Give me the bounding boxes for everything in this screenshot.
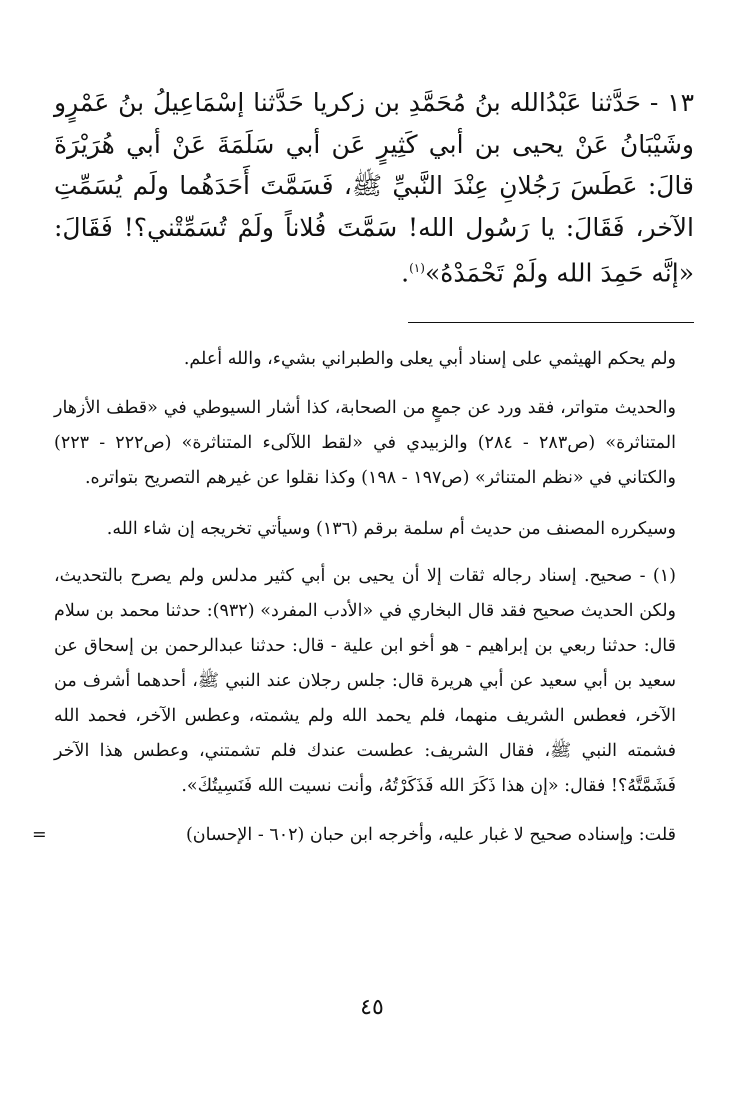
- footnote-tawatur: والحديث متواتر، فقد ورد عن جمعٍ من الصحابة، كذا أشار السيوطي في «قطف الأزهار المتناثرة» (ص٢٨٣ - ٢٨٤) والزبيدي في «لقط اللآلىء المتناثرة» (ص٢٢٢ - ٢٢٣) والكتاني في «نظم المتناثر» (ص١٩٧ - ١٩٨) وكذا نقلوا عن غيرهم التصريح بتواتره.: [54, 398, 676, 488]
- footnote-continuation: ولم يحكم الهيثمي على إسناد أبي يعلى والطبراني بشيء، والله أعلم.: [183, 349, 676, 369]
- hadith-text: ١٣ - حَدَّثنا عَبْدُالله بنُ مُحَمَّدِ بن زكريا حَدَّثنا إسْمَاعِيلُ بنُ عَمْرٍو وشَيْبَانُ عَنْ يحيى بن أبي كَثِيرٍ عَن أبي سَلَمَةَ عَنْ أبي هُرَيْرَةَ قالَ: عَطَسَ رَجُلانِ عِنْدَ النَّبيِّ ﷺ، فَسَمَّتَ أَحَدَهُما ولَم يُسَمِّتِ الآخر، فَقَالَ: يا رَسُول الله! سَمَّتَ فُلاناً ولَمْ تُسَمِّتْني؟! فَقَالَ: «إنَّه حَمِدَ الله ولَمْ تَحْمَدْهُ»: [54, 88, 694, 288]
- footnote-conclusion: قلت: وإسناده صحيح لا غبار عليه، وأخرجه ابن حبان (٦٠٢ - الإحسان): [185, 825, 676, 845]
- footnote-last-line-wrap: [32, 818, 694, 853]
- footnote-divider: [408, 322, 694, 323]
- hadith-13: [54, 82, 694, 294]
- continuation-mark: =: [32, 825, 47, 845]
- main-text-block: [54, 82, 694, 294]
- page-number: ٤٥: [360, 995, 384, 1020]
- hadith-end: .: [401, 258, 410, 288]
- footnote-repeat: وسيكرره المصنف من حديث أم سلمة برقم (١٣٦) وسيأتي تخريجه إن شاء الله.: [106, 519, 676, 539]
- footnote-1: (١) - صحيح. إسناد رجاله ثقات إلا أن يحيى بن أبي كثير مدلس ولم يصرح بالتحديث، ولكن الحديث صحيح فقد قال البخاري في «الأدب المفرد» (٩٣٢): حدثنا محمد بن سلام قال: حدثنا ربعي بن إبراهيم - هو أخو ابن علية - قال: حدثنا عبدالرحمن بن إسحاق عن سعيد بن أبي سعيد عن أبي هريرة قال: جلس رجلان عند النبي ﷺ، أحدهما أشرف من الآخر، فعطس الشريف منهما، فلم يحمد الله ولم يشمته، وعطس الآخر، فحمد الله فشمته النبي ﷺ، فقال الشريف: عطست عندك فلم تشمتني، وعطس هذا الآخر فَشَمَّتَّهُ؟! فقال: «إن هذا ذَكَرَ الله فَذَكَرْتُهُ، وأنت نسيت الله فَنَسِيتُكَ».: [54, 566, 677, 796]
- footnotes-block: [32, 342, 694, 853]
- footnote-reference: (١): [409, 261, 425, 275]
